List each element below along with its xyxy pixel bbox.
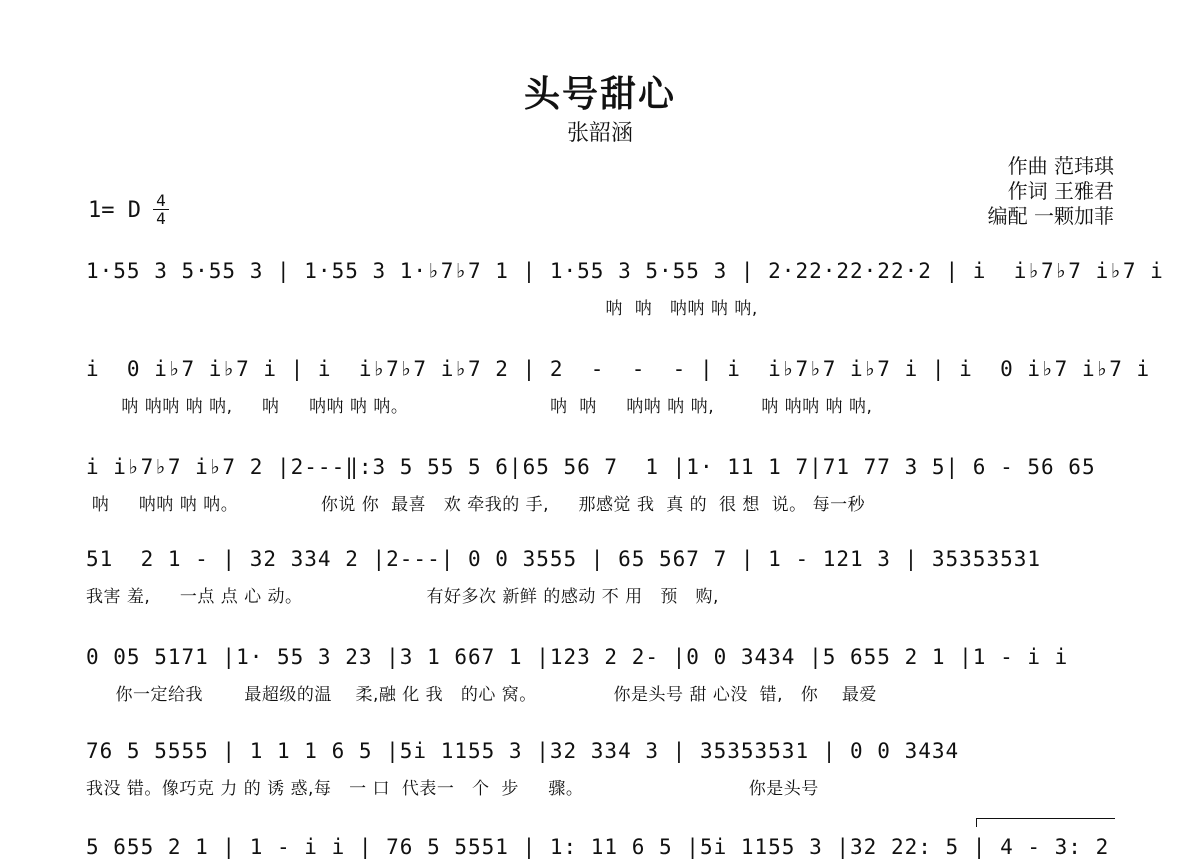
time-signature-bottom: 4 [156, 209, 166, 228]
notation-line-7: 5 655 2 1 | 1 - i i | 76 5 5551 | 1: 11 6 5 |5i 1155 3 |32 22: 5 | 4 - 3: 2 [86, 835, 1110, 859]
time-signature-top: 4 [156, 191, 166, 210]
lyricist-credit: 作词 王雅君 [1007, 179, 1114, 203]
notation-line-3: i i♭7♭7 i♭7 2 |2---‖:3 5 55 5 6|65 56 7 1 |1· 11 1 7|71 77 3 5| 6 - 56 65 [86, 455, 1096, 479]
notation-line-1: 1·55 3 5·55 3 | 1·55 3 1·♭7♭7 1 | 1·55 3 5·55 3 | 2·22·22·22·2 | i i♭7♭7 i♭7 i [86, 259, 1164, 283]
lyric-line-6: 我没 错。像巧克 力 的 诱 惑,每 一 口 代表一 个 步 骤。 你是头号 [86, 779, 819, 799]
notation-line-4: 51 2 1 - | 32 334 2 |2---| 0 0 3555 | 65 567 7 | 1 - 121 3 | 35353531 [86, 547, 1042, 571]
lyric-line-3: 呐 呐呐 呐 呐。 你说 你 最喜 欢 牵我的 手, 那感觉 我 真 的 很 想 说。 每一秒 [86, 495, 866, 515]
notation-line-2: i 0 i♭7 i♭7 i | i i♭7♭7 i♭7 2 | 2 - - - | i i♭7♭7 i♭7 i | i 0 i♭7 i♭7 i [86, 357, 1151, 381]
lyric-line-2: 呐 呐呐 呐 呐, 呐 呐呐 呐 呐。 呐 呐 呐呐 呐 呐, 呐 呐呐 呐 呐, [86, 397, 873, 417]
song-title: 头号甜心 [523, 74, 676, 115]
notation-line-6: 76 5 5555 | 1 1 1 6 5 |5i 1155 3 |32 334 3 | 35353531 | 0 0 3434 [86, 739, 960, 763]
singer-name: 张韶涵 [566, 121, 633, 146]
key-signature: 1= D [88, 198, 141, 223]
time-signature [151, 192, 171, 227]
notation-line-5: 0 05 5171 |1· 55 3 23 |3 1 667 1 |123 2 2- |0 0 3434 |5 655 2 1 |1 - i i [86, 645, 1069, 669]
composer-credit: 作曲 范玮琪 [1007, 154, 1114, 178]
credits [988, 154, 1114, 229]
lyric-line-5: 你一定给我 最超级的温 柔,融 化 我 的心 窝。 你是头号 甜 心没 错, 你 最爱 [86, 685, 877, 705]
arranger-credit: 编配 一颗加菲 [987, 204, 1114, 228]
lyric-line-1: 呐 呐 呐呐 呐 呐, [86, 299, 758, 319]
lyric-line-4: 我害 羞, 一点 点 心 动。 有好多次 新鲜 的感动 不 用 预 购, [86, 587, 719, 607]
ending-bracket [976, 818, 1115, 827]
